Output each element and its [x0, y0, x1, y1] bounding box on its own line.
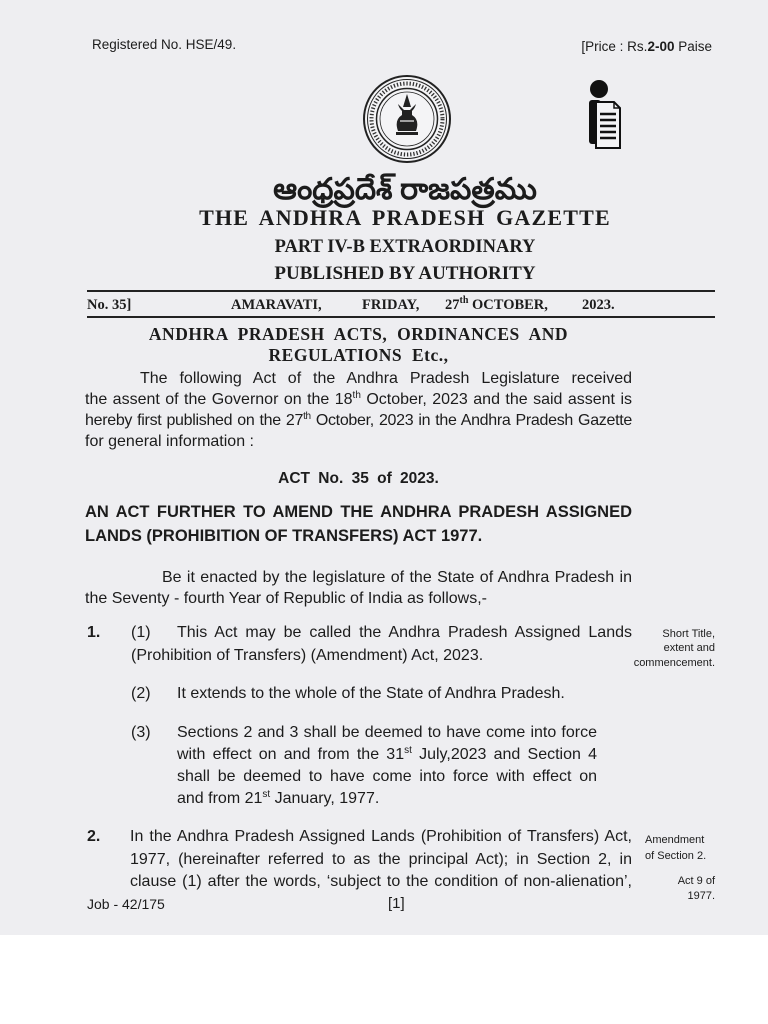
act-long-title: LANDS (PROHIBITION OF TRANSFERS) ACT 1977. — [85, 527, 483, 545]
citation-note-line: 1977. — [687, 890, 715, 902]
intro-line — [85, 411, 632, 431]
issue-year: 2023. — [582, 297, 615, 313]
issue-number: No. 35] — [87, 297, 132, 313]
act-number: ACT No. 35 of 2023. — [278, 470, 439, 487]
state-emblem-graphic — [362, 74, 452, 164]
intro-text: October, 2023 in the Andhra Pradesh Gazette — [310, 412, 632, 429]
registration-number: Registered No. HSE/49. — [92, 37, 237, 52]
subsection-text-run: shall be deemed to have come into force with effect on — [177, 768, 597, 785]
intro-text: The following Act of the Andhra Pradesh Legislature received — [140, 370, 632, 387]
issue-day-suffix: th — [459, 295, 469, 306]
price-prefix: [Price : Rs. — [581, 39, 648, 54]
masthead-rule-bottom — [87, 316, 715, 318]
subsection-text: It extends to the whole of the State of Andhra Pradesh. — [177, 685, 565, 702]
issue-weekday: FRIDAY, — [362, 297, 420, 313]
margin-note-line: commencement. — [633, 657, 715, 669]
act-long-title: AN ACT FURTHER TO AMEND THE ANDHRA PRADESH ASSIGNED — [85, 503, 632, 521]
state-emblem — [362, 74, 452, 164]
page-number: [1] — [388, 895, 405, 912]
masthead-rule-top — [87, 290, 715, 292]
intro-line — [85, 432, 254, 452]
ordinal-suffix: st — [404, 745, 412, 756]
gazette-document-icon — [584, 78, 622, 150]
margin-note-line: Short Title, — [662, 628, 715, 640]
subsection-marker: (3) — [131, 724, 151, 741]
gazette-title-telugu: ఆంధ్రప్రదేశ్ రాజపత్రము — [273, 173, 537, 206]
subsection-text — [177, 745, 597, 765]
intro-text: for general information : — [85, 433, 254, 450]
subsection-text — [177, 789, 379, 809]
section-heading-line: REGULATIONS Etc., — [268, 345, 449, 365]
issue-day: 27 — [445, 297, 460, 313]
subsection-text: This Act may be called the Andhra Pradesh Assigned Lands — [177, 624, 632, 641]
section-number: 2. — [87, 828, 101, 845]
subsection-marker: (2) — [131, 685, 151, 702]
emblem-base — [396, 132, 418, 135]
margin-note-line: extent and — [663, 642, 715, 654]
price-amount: 2-00 — [647, 39, 675, 54]
price-tag — [581, 39, 712, 55]
intro-text: hereby first published on the 27 — [85, 412, 304, 429]
job-number: Job - 42/175 — [87, 896, 165, 912]
section-text: clause (1) after the words, ‘subject to the condition of non-alienation’, — [130, 873, 632, 890]
section-heading-line: ANDHRA PRADESH ACTS, ORDINANCES AND — [148, 324, 569, 344]
citation-note-line: Act 9 of — [677, 875, 715, 887]
issue-month: OCTOBER, — [472, 297, 548, 313]
gazette-title: THE ANDHRA PRADESH GAZETTE — [199, 205, 611, 230]
subsection-text-run: Sections 2 and 3 shall be deemed to have come into force — [177, 724, 597, 741]
intro-line — [140, 369, 632, 389]
subsection-text-run: and from 21 — [177, 790, 263, 807]
subsection-text — [177, 767, 597, 787]
price-suffix: Paise — [674, 39, 712, 54]
intro-line — [85, 390, 632, 410]
section-text: 1977, (hereinafter referred to as the principal Act); in Section 2, in — [130, 851, 632, 868]
intro-text: the assent of the Governor on the 18 — [85, 391, 353, 408]
section-text: In the Andhra Pradesh Assigned Lands (Prohibition of Transfers) Act, — [130, 828, 632, 845]
subsection-text — [177, 723, 597, 743]
gazette-part: PART IV-B EXTRAORDINARY — [274, 237, 536, 257]
enacting-formula-line: Be it enacted by the legislature of the State of Andhra Pradesh in — [162, 569, 632, 586]
gazette-icon-graphic — [584, 78, 622, 150]
reader-head-shape — [590, 80, 608, 98]
subsection-text-run: January, 1977. — [270, 790, 380, 807]
issue-place: AMARAVATI, — [231, 297, 322, 313]
section-number: 1. — [87, 624, 101, 641]
gazette-authority: PUBLISHED BY AUTHORITY — [274, 263, 536, 284]
margin-note-line: of Section 2. — [645, 850, 707, 862]
subsection-text: (Prohibition of Transfers) (Amendment) Act, 2023. — [131, 647, 484, 664]
subsection-text-run: July,2023 and Section 4 — [411, 746, 598, 763]
ordinal-suffix: st — [262, 789, 271, 800]
enacting-formula-line: the Seventy - fourth Year of Republic of India as follows,- — [85, 590, 488, 607]
subsection-marker: (1) — [131, 624, 151, 641]
intro-text: October, 2023 and the said assent is — [360, 391, 632, 408]
ordinal-suffix: th — [352, 390, 361, 401]
ordinal-suffix: th — [303, 411, 311, 422]
margin-note-line: Amendment — [645, 834, 705, 846]
subsection-text-run: with effect on and from the 31 — [177, 746, 405, 763]
issue-date — [445, 296, 548, 314]
